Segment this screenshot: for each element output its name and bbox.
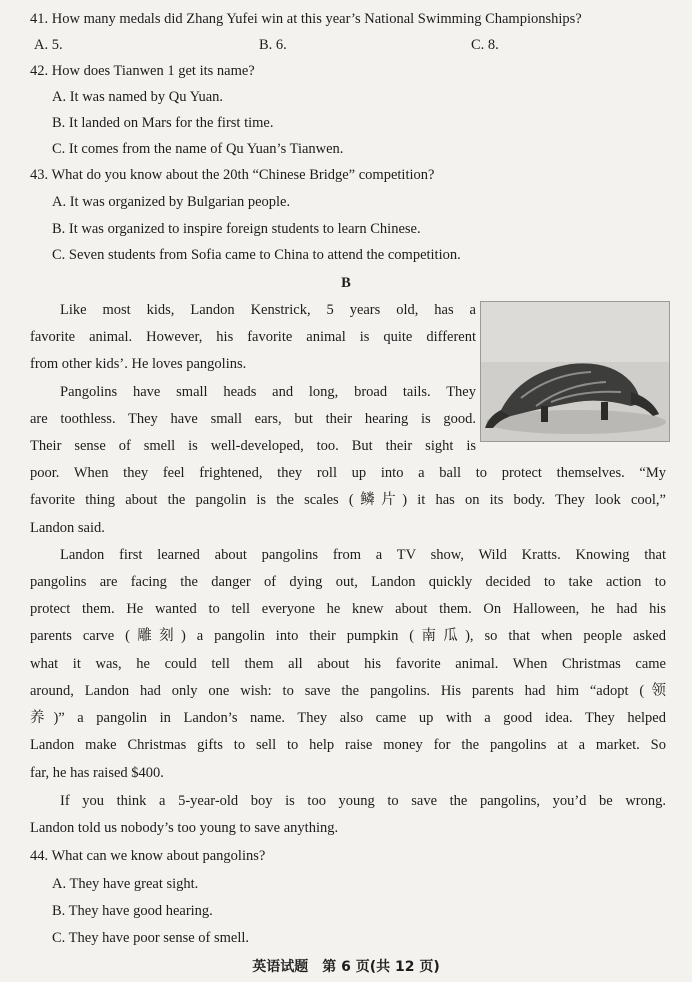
question-43-option-a: A. It was organized by Bulgarian people. <box>52 194 291 210</box>
question-44-option-a: A. They have great sight. <box>52 876 199 892</box>
question-44-stem: 44. What can we know about pangolins? <box>30 848 266 864</box>
passage-line-11: pangolins are facing the danger of dying out, Landon quickly decided to take action to <box>30 574 666 590</box>
passage-line-17: Landon make Christmas gifts to sell to help raise money for the pangolins at a market. So <box>30 737 666 753</box>
passage-line-10: Landon first learned about pangolins from a TV show, Wild Kratts. Knowing that <box>60 547 666 563</box>
page-footer: 英语试题 第 6 页(共 12 页) <box>252 959 440 975</box>
question-44-option-b: B. They have good hearing. <box>52 903 213 919</box>
passage-line-3: from other kids’. He loves pangolins. <box>30 356 247 372</box>
passage-line-2: favorite animal. However, his favorite animal is quite different <box>30 329 476 345</box>
question-41-option-b: B. 6. <box>259 37 287 53</box>
question-41-option-c: C. 8. <box>471 37 499 53</box>
question-43-option-c: C. Seven students from Sofia came to China to attend the competition. <box>52 247 461 263</box>
question-44-option-c: C. They have poor sense of smell. <box>52 930 250 946</box>
passage-line-7: poor. When they feel frightened, they roll up into a ball to protect themselves. “My <box>30 465 666 481</box>
question-41-options <box>30 35 666 55</box>
section-label: B <box>341 275 351 291</box>
passage-line-8: favorite thing about the pangolin is the scales (鳞片) it has on its body. They look cool,” <box>30 492 666 508</box>
question-42-stem: 42. How does Tianwen 1 get its name? <box>30 63 255 79</box>
passage-line-15: around, Landon had only one wish: to save the pangolins. His parents had him “adopt (领 <box>30 683 666 699</box>
passage-line-12: protect them. He wanted to tell everyone he knew about them. On Halloween, he had his <box>30 601 666 617</box>
passage-line-5: are toothless. They have small ears, but their hearing is good. <box>30 411 476 427</box>
passage-line-1: Like most kids, Landon Kenstrick, 5 years old, has a <box>60 302 476 318</box>
question-43-stem: 43. What do you know about the 20th “Chinese Bridge” competition? <box>30 167 435 183</box>
passage-line-20: Landon told us nobody’s too young to save anything. <box>30 820 339 836</box>
passage-line-16: 养)” a pangolin in Landon’s name. They also came up with a good idea. They helped <box>30 710 666 726</box>
passage-line-19: If you think a 5-year-old boy is too young to save the pangolins, you’d be wrong. <box>60 793 666 809</box>
passage-line-14: what it was, he could tell them all about his favorite animal. When Christmas came <box>30 656 666 672</box>
passage-line-6: Their sense of smell is well-developed, too. But their sight is <box>30 438 476 454</box>
passage-line-4: Pangolins have small heads and long, broad tails. They <box>60 384 476 400</box>
question-42-option-c: C. It comes from the name of Qu Yuan’s Tianwen. <box>52 141 344 157</box>
passage-line-9: Landon said. <box>30 520 105 536</box>
question-43-option-b: B. It was organized to inspire foreign students to learn Chinese. <box>52 221 421 237</box>
passage-line-18: far, he has raised $400. <box>30 765 164 781</box>
pangolin-illustration <box>480 301 670 442</box>
passage-line-13: parents carve (雕刻) a pangolin into their pumpkin (南瓜), so that when people asked <box>30 628 666 644</box>
question-42-option-a: A. It was named by Qu Yuan. <box>52 89 224 105</box>
question-41-option-a: A. 5. <box>34 37 63 53</box>
pangolin-icon <box>481 302 669 441</box>
question-42-option-b: B. It landed on Mars for the first time. <box>52 115 274 131</box>
question-41-stem: 41. How many medals did Zhang Yufei win at this year’s National Swimming Championships? <box>30 11 582 27</box>
